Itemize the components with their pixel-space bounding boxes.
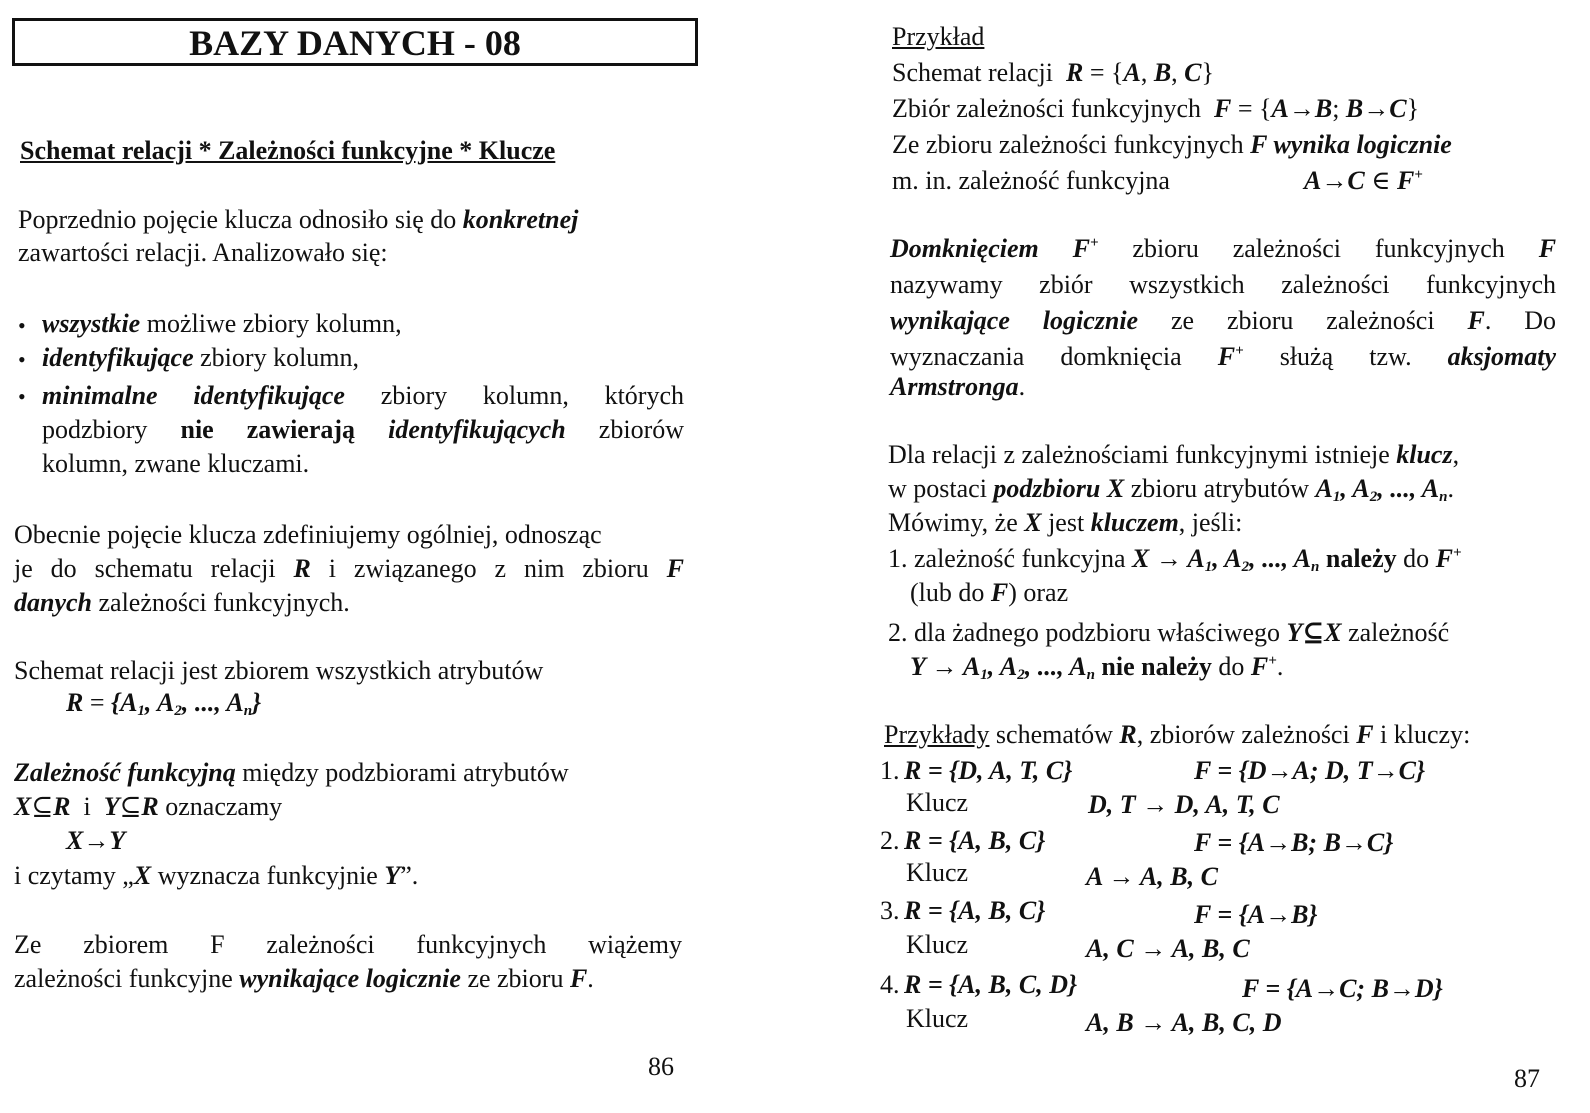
example-4-key-label: Klucz: [906, 1004, 969, 1033]
para2-line-1: Obecnie pojęcie klucza zdefiniujemy ogólniej, odnosząc: [14, 520, 602, 549]
example-3-number: 3.: [880, 896, 900, 925]
bullet-dot: •: [18, 313, 26, 338]
para2-line-2: je do schematu relacji R i związanego z nim zbioru F: [14, 554, 684, 583]
para5-line-2: zależności funkcyjne wynikające logicznie ze zbioru F.: [14, 964, 594, 993]
example-4-schema: R = {A, B, C, D}: [904, 970, 1078, 999]
example-4-fds: F = {A→C; B→D}: [1242, 974, 1443, 1003]
bullet-item-3-line-2: podzbiory nie zawierają identyfikujących zbiorów: [42, 415, 685, 444]
example-line-3: Ze zbioru zależności funkcyjnych F wynika logicznie: [892, 130, 1452, 159]
intro-line-2: zawartości relacji. Analizowało się:: [18, 238, 388, 267]
key-line-2: w postaci podzbioru X zbioru atrybutów $A_1$, $A_2$, ..., $A_n$.: [888, 474, 1454, 505]
page-title: BAZY DANYCH - 08: [12, 18, 698, 66]
key-condition-2: 2. dla żadnego podzbioru właściwego Y⊆X zależność: [888, 618, 1450, 647]
example-2-key-label: Klucz: [906, 858, 969, 887]
bullet-dot: •: [18, 347, 26, 372]
closure-line-3: wynikające logicznie ze zbioru zależności F. Do: [890, 306, 1557, 335]
key-condition-2-line-2: $Y \to A_1$, $A_2$, ..., $A_n$ nie należy do F+.: [910, 652, 1284, 683]
key-line-1: Dla relacji z zależnościami funkcyjnymi istnieje klucz,: [888, 440, 1460, 469]
fd-notation: X→Y: [66, 826, 126, 855]
schema-formula: $R = \{A_1$, $A_2$, ..., $A_n$}: [66, 688, 262, 719]
examples-heading: Przykłady schematów R, zbiorów zależności F i kluczy:: [884, 720, 1471, 749]
example-line-1: Schemat relacji R = {A, B, C}: [892, 58, 1214, 87]
example-1-fds: F = {D→A; D, T→C}: [1194, 756, 1426, 785]
right-page: [860, 0, 1590, 1113]
example-2-number: 2.: [880, 826, 900, 855]
key-line-3: Mówimy, że X jest kluczem, jeśli:: [888, 508, 1243, 537]
example-1-number: 1.: [880, 756, 900, 785]
example-2-fds: F = {A→B; B→C}: [1194, 828, 1394, 857]
para2-line-3: danych zależności funkcyjnych.: [14, 588, 350, 617]
closure-line-2: nazywamy zbiór wszystkich zależności funkcyjnych: [890, 270, 1556, 299]
para5-line-1: Ze zbiorem F zależności funkcyjnych wiążemy: [14, 930, 682, 959]
bullet-item-1: wszystkie możliwe zbiory kolumn,: [42, 309, 402, 338]
para4-line-1: Zależność funkcyjną między podzbiorami atrybutów: [14, 758, 569, 787]
example-1-schema: R = {D, A, T, C}: [904, 756, 1073, 785]
example-4-key: A, B → A, B, C, D: [1086, 1008, 1282, 1037]
closure-line-1: Domknięciem F+ zbioru zależności funkcyjnych F: [890, 234, 1557, 263]
example-2-key: A → A, B, C: [1086, 862, 1218, 891]
example-3-fds: F = {A→B}: [1194, 900, 1318, 929]
bullet-item-3: minimalne identyfikujące zbiory kolumn, których: [42, 381, 684, 410]
example-3-key-label: Klucz: [906, 930, 969, 959]
para3-line-1: Schemat relacji jest zbiorem wszystkich atrybutów: [14, 656, 544, 685]
key-condition-1-line-2: (lub do F) oraz: [910, 578, 1069, 607]
intro-line-1: Poprzednio pojęcie klucza odnosiło się do konkretnej: [18, 205, 579, 234]
example-closure-formula: A→C ∈ F+: [1304, 166, 1423, 195]
example-1-key: D, T → D, A, T, C: [1088, 790, 1280, 819]
para4-line-4: i czytamy „X wyznacza funkcyjnie Y”.: [14, 861, 419, 890]
bullet-item-2: identyfikujące zbiory kolumn,: [42, 343, 360, 372]
bullet-item-3-line-3: kolumn, zwane kluczami.: [42, 449, 310, 478]
left-page: [0, 0, 760, 1113]
example-4-number: 4.: [880, 970, 900, 999]
example-3-key: A, C → A, B, C: [1086, 934, 1250, 963]
bullet-dot: •: [18, 384, 26, 409]
example-line-2: Zbiór zależności funkcyjnych F = {A→B; B→C}: [892, 94, 1420, 123]
closure-line-5: Armstronga.: [890, 372, 1026, 401]
example-1-key-label: Klucz: [906, 788, 969, 817]
example-3-schema: R = {A, B, C}: [904, 896, 1046, 925]
para4-line-2: X⊆R i Y⊆R oznaczamy: [14, 792, 283, 821]
example-2-schema: R = {A, B, C}: [904, 826, 1046, 855]
example-line-4: m. in. zależność funkcyjna: [892, 166, 1170, 195]
page-number: 87: [1514, 1064, 1540, 1093]
page-number: 86: [648, 1052, 674, 1081]
closure-line-4: wyznaczania domknięcia F+ służą tzw. aksjomaty: [890, 342, 1557, 371]
section-heading: Schemat relacji * Zależności funkcyjne * Klucze: [20, 136, 556, 165]
key-condition-1: 1. zależność funkcyjna $X \to A_1$, $A_2$, ..., $A_n$ należy do F+: [888, 544, 1462, 575]
example-label: Przykład: [892, 22, 985, 51]
